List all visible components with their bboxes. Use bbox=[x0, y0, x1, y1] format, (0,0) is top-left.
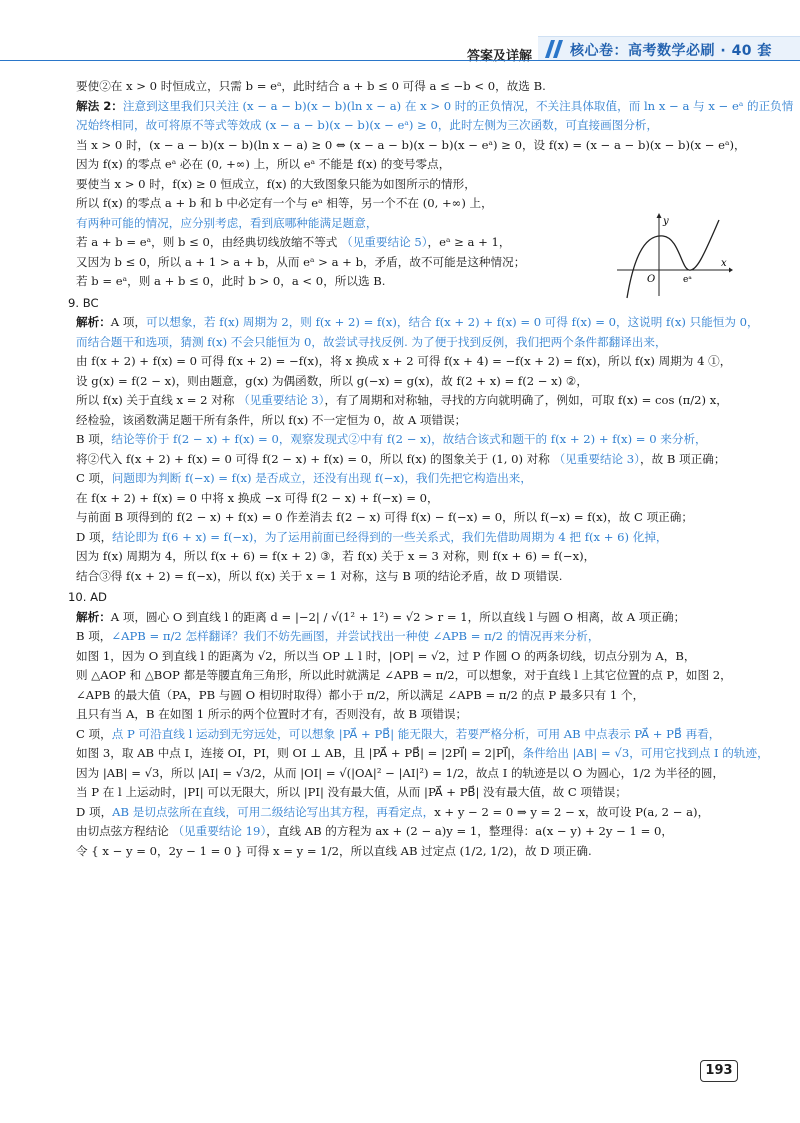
question-number bbox=[68, 588, 736, 608]
line-text: C 项， bbox=[76, 471, 112, 485]
line-text: 令 { x − y = 0，2y − 1 = 0 } 可得 x = y = 1/2，所以直线 AB 过定点 (1/2, 1/2)，故 D 项正确. bbox=[76, 843, 592, 858]
text-line bbox=[76, 116, 736, 136]
text-line bbox=[76, 608, 736, 628]
annotation-text: 可以想象，若 f(x) 周期为 2，则 f(x + 2) = f(x)，结合 f(x + 2) + f(x) = 0 可得 f(x) = 0，这说明 f(x) 只能恒为 0， bbox=[146, 315, 759, 329]
line-text: 因为 f(x) 的零点 eᵃ 必在 (0, +∞) 上，所以 eᵃ 不能是 f(x) 的变号零点， bbox=[76, 157, 451, 171]
line-text: 设 g(x) = f(2 − x)，则由题意，g(x) 为偶函数，所以 g(−x) = g(x)，故 f(2 + x) = f(2 − x) ②， bbox=[76, 373, 588, 388]
header-stripes-icon bbox=[545, 40, 565, 58]
text-line bbox=[76, 528, 736, 548]
line-text: 在 f(x + 2) + f(x) = 0 中将 x 换成 −x 可得 f(2 − x) + f(−x) = 0， bbox=[76, 490, 439, 505]
annotation-text: ∠APB = π/2 怎样翻译？我们不妨先画图，并尝试找出一种使 ∠APB = π/2 的情况再来分析， bbox=[111, 629, 600, 643]
line-text: 所以 f(x) 的零点 a + b 和 b 中必定有一个与 eᵃ 相等，另一个不在 (0, +∞) 上， bbox=[76, 196, 493, 210]
line-text: 则 △AOP 和 △BOP 都是等腰直角三角形，所以此时就满足 ∠APB = π/2，可以想象，对于直线 l 上其它位置的点 P，如图 2， bbox=[76, 668, 732, 682]
line-text-tail: ，故 B 项正确； bbox=[639, 451, 726, 466]
text-line bbox=[76, 175, 736, 195]
line-text: ∠APB 的最大值（PA，PB 与圆 O 相切时取得）都小于 π/2，所以满足 ∠APB = π/2 的点 P 最多只有 1 个， bbox=[76, 687, 645, 702]
line-text: 当 x > 0 时，(x − a − b)(x − b)(ln x − a) ≥ 0 ⇔ (x − a − b)(x − b)(x − eᵃ) ≥ 0，设 f(x) = (x − a − b)(x − b)(x − eᵃ)， bbox=[76, 137, 746, 152]
line-text-tail: ，直线 AB 的方程为 ax + (2 − a)y = 1，整理得：a(x − y) + 2y − 1 = 0， bbox=[266, 824, 673, 838]
line-text: 经检验，该函数满足题干所有条件，所以 f(x) 不一定恒为 0，故 A 项错误； bbox=[76, 412, 467, 427]
origin-label: O bbox=[647, 274, 656, 285]
text-line bbox=[76, 450, 736, 470]
annotation-text: （见重要结论 5） bbox=[341, 235, 428, 249]
line-text: 如图 1，因为 O 到直线 l 的距离为 √2，所以当 OP ⊥ l 时，|OP| = √2，过 P 作圆 O 的两条切线，切点分别为 A，B， bbox=[76, 648, 696, 663]
annotation-text: 结论即为 f(6 + x) = f(−x)，为了运用前面已经得到的一些关系式，我们先借助周期为 4 把 f(x + 6) 化掉， bbox=[112, 529, 668, 544]
line-text-tail: ，有了周期和对称轴，寻找的方向就明确了，例如，可取 f(x) = cos (π/2) x， bbox=[324, 393, 728, 407]
line-text: 因为 f(x) 周期为 4，所以 f(x + 6) = f(x + 2) ③，若 f(x) 关于 x = 3 对称，则 f(x + 6) = f(−x)， bbox=[76, 549, 596, 563]
line-text: 如图 3，取 AB 中点 I，连接 OI，PI，则 OI ⊥ AB，且 |PA⃗ + PB⃗| = |2PI⃗| = 2|PI⃗|， bbox=[76, 746, 523, 760]
text-line bbox=[76, 666, 736, 686]
text-line bbox=[76, 430, 736, 450]
text-line bbox=[76, 567, 736, 587]
text-line bbox=[76, 411, 736, 431]
line-text: 结合③得 f(x + 2) = f(−x)，所以 f(x) 关于 x = 1 对称，这与 B 项的结论矛盾，故 D 项错误. bbox=[76, 568, 563, 583]
text-line bbox=[76, 372, 736, 392]
line-text: D 项， bbox=[76, 529, 113, 544]
line-text: 且只有当 A，B 在如图 1 所示的两个位置时才有，否则没有，故 B 项错误； bbox=[76, 707, 468, 721]
annotation-text: AB 是切点弦所在直线，可用二级结论写出其方程，再看定点， bbox=[112, 804, 435, 819]
line-text: 若 b = eᵃ，则 a + b ≤ 0，此时 b > 0，a < 0，所以选 B. bbox=[76, 274, 386, 288]
text-line bbox=[76, 136, 746, 156]
text-line bbox=[76, 822, 736, 842]
line-text: 而结合题干和选项，猜测 f(x) 不会只能恒为 0，故尝试寻找反例. 为了便于找到反例，我们把两个条件都翻译出来， bbox=[76, 334, 667, 349]
text-line bbox=[76, 686, 736, 706]
line-text: 由 f(x + 2) + f(x) = 0 可得 f(x + 2) = −f(x)，将 x 换成 x + 2 可得 f(x + 4) = −f(x + 2) = f(x)，所以 f(x) 周期为 4 ①， bbox=[76, 354, 732, 368]
text-line bbox=[76, 489, 736, 509]
annotation-text: 点 P 可沿直线 l 运动到无穷远处，可以想象 |PA⃗ + PB⃗| 能无限大，若要严格分析，可用 AB 中点表示 PA⃗ + PB⃗ 再看， bbox=[111, 726, 721, 741]
text-line bbox=[76, 705, 736, 725]
header-book-title: 核心卷：高考数学必刷 · 40 套 bbox=[570, 43, 772, 59]
x-axis-label: x bbox=[721, 258, 727, 269]
annotation-text: （见重要结论 19） bbox=[172, 824, 267, 838]
text-line bbox=[76, 469, 736, 489]
line-text: 由切点弦方程结论 bbox=[76, 824, 173, 838]
line-text: 有两种可能的情况，应分别考虑，看到底哪种能满足题意， bbox=[76, 215, 378, 230]
solution-body bbox=[68, 77, 794, 861]
annotation-text: （见重要结论 3） bbox=[553, 451, 640, 466]
line-text: 况始终相同，故可将原不等式等效成 (x − a − b)(x − b)(x − eᵃ) ≥ 0，此时左侧为三次函数，可直接画图分析， bbox=[76, 118, 659, 132]
line-text: 10. AD bbox=[68, 590, 107, 604]
line-text: 若 a + b = eᵃ，则 b ≤ 0，由经典切线放缩不等式 bbox=[76, 235, 342, 249]
annotation-text: 注意到这里我们只关注 (x − a − b)(x − b)(ln x − a) 在 x > 0 时的正负情况，不关注具体取值，而 ln x − a 与 x − eᵃ 的正负情 bbox=[122, 98, 794, 113]
cubic-sketch-figure bbox=[615, 212, 733, 300]
solution-label: 解析： bbox=[76, 315, 111, 329]
text-line bbox=[76, 508, 736, 528]
line-text: A 项，圆心 O 到直线 l 的距离 d = |−2| / √(1² + 1²) = √2 > r = 1，所以直线 l 与圆 O 相离，故 A 项正确； bbox=[110, 609, 686, 624]
line-text: 又因为 b ≤ 0，所以 a + 1 > a + b，从而 eᵃ > a + b，矛盾，故不可能是这种情况； bbox=[76, 254, 526, 269]
line-text-tail: x + y − 2 = 0 ⇒ y = 2 − x，故可设 P(a, 2 − a)， bbox=[434, 804, 710, 819]
cubic-curve bbox=[627, 220, 719, 298]
x-axis-arrow-icon bbox=[729, 268, 733, 273]
text-line bbox=[76, 194, 736, 214]
text-line bbox=[76, 725, 736, 745]
line-text: 当 P 在 l 上运动时，|PI| 可以无限大，所以 |PI| 没有最大值，从而 |PA⃗ + PB⃗| 没有最大值，故 C 项错误； bbox=[76, 785, 627, 799]
line-text: C 项， bbox=[76, 726, 112, 741]
line-text: 因为 |AB| = √3，所以 |AI| = √3/2，从而 |OI| = √(|OA|² − |AI|²) = 1/2，故点 I 的轨迹是以 O 为圆心，1/2 为半径的圆， bbox=[76, 765, 725, 780]
solution-label: 解析： bbox=[76, 609, 111, 624]
text-line bbox=[76, 842, 736, 862]
text-line bbox=[76, 764, 736, 784]
page-header bbox=[0, 0, 800, 64]
text-line bbox=[76, 352, 736, 372]
y-axis-label: y bbox=[663, 216, 669, 227]
text-line bbox=[76, 97, 794, 117]
line-text: B 项， bbox=[76, 629, 112, 643]
text-line bbox=[76, 627, 736, 647]
text-line bbox=[76, 391, 736, 411]
line-text: 将②代入 f(x + 2) + f(x) = 0 可得 f(2 − x) + f(x) = 0，所以 f(x) 的图象关于 (1, 0) 对称 bbox=[76, 451, 554, 466]
annotation-text: 条件给出 |AB| = √3，可用它找到点 I 的轨迹， bbox=[522, 746, 769, 760]
header-rule bbox=[0, 60, 800, 61]
annotation-text: 问题即为判断 f(−x) = f(x) 是否成立，还没有出现 f(−x)，我们先把它构造出来， bbox=[111, 471, 532, 485]
root-label: eᵃ bbox=[683, 275, 692, 285]
line-text: B 项， bbox=[76, 432, 112, 446]
text-line bbox=[76, 313, 759, 333]
text-line bbox=[76, 647, 736, 667]
line-text: 要使当 x > 0 时，f(x) ≥ 0 恒成立，f(x) 的大致图象只能为如图所示的情形， bbox=[76, 176, 476, 191]
text-line bbox=[76, 333, 736, 353]
y-axis-arrow-icon bbox=[657, 213, 662, 218]
solution-label: 解法 2： bbox=[76, 98, 123, 113]
line-text: 9. BC bbox=[68, 295, 99, 310]
line-text: D 项， bbox=[76, 804, 113, 819]
text-line bbox=[76, 744, 769, 764]
line-text: 与前面 B 项得到的 f(2 − x) + f(x) = 0 作差消去 f(2 − x) 可得 f(x) − f(−x) = 0，所以 f(−x) = f(x)，故 C 项正确； bbox=[76, 510, 693, 524]
text-line bbox=[76, 77, 736, 97]
header-section-title: 答案及详解 bbox=[466, 49, 532, 64]
text-line bbox=[76, 783, 736, 803]
text-line bbox=[76, 547, 736, 567]
text-line bbox=[76, 803, 736, 823]
line-text-tail: ，eᵃ ≥ a + 1， bbox=[427, 235, 511, 249]
text-line bbox=[76, 155, 736, 175]
annotation-text: （见重要结论 3） bbox=[238, 393, 325, 407]
annotation-text: 结论等价于 f(2 − x) + f(x) = 0，观察发现式②中有 f(2 − x)，故结合该式和题干的 f(x + 2) + f(x) = 0 来分析， bbox=[111, 432, 707, 446]
line-text: 所以 f(x) 关于直线 x = 2 对称 bbox=[76, 393, 239, 407]
page-number: 193 bbox=[700, 1060, 738, 1082]
line-text: A 项， bbox=[110, 315, 147, 329]
line-text: 要使②在 x > 0 时恒成立，只需 b = eᵃ，此时结合 a + b ≤ 0 可得 a ≤ −b < 0，故选 B. bbox=[76, 79, 546, 93]
